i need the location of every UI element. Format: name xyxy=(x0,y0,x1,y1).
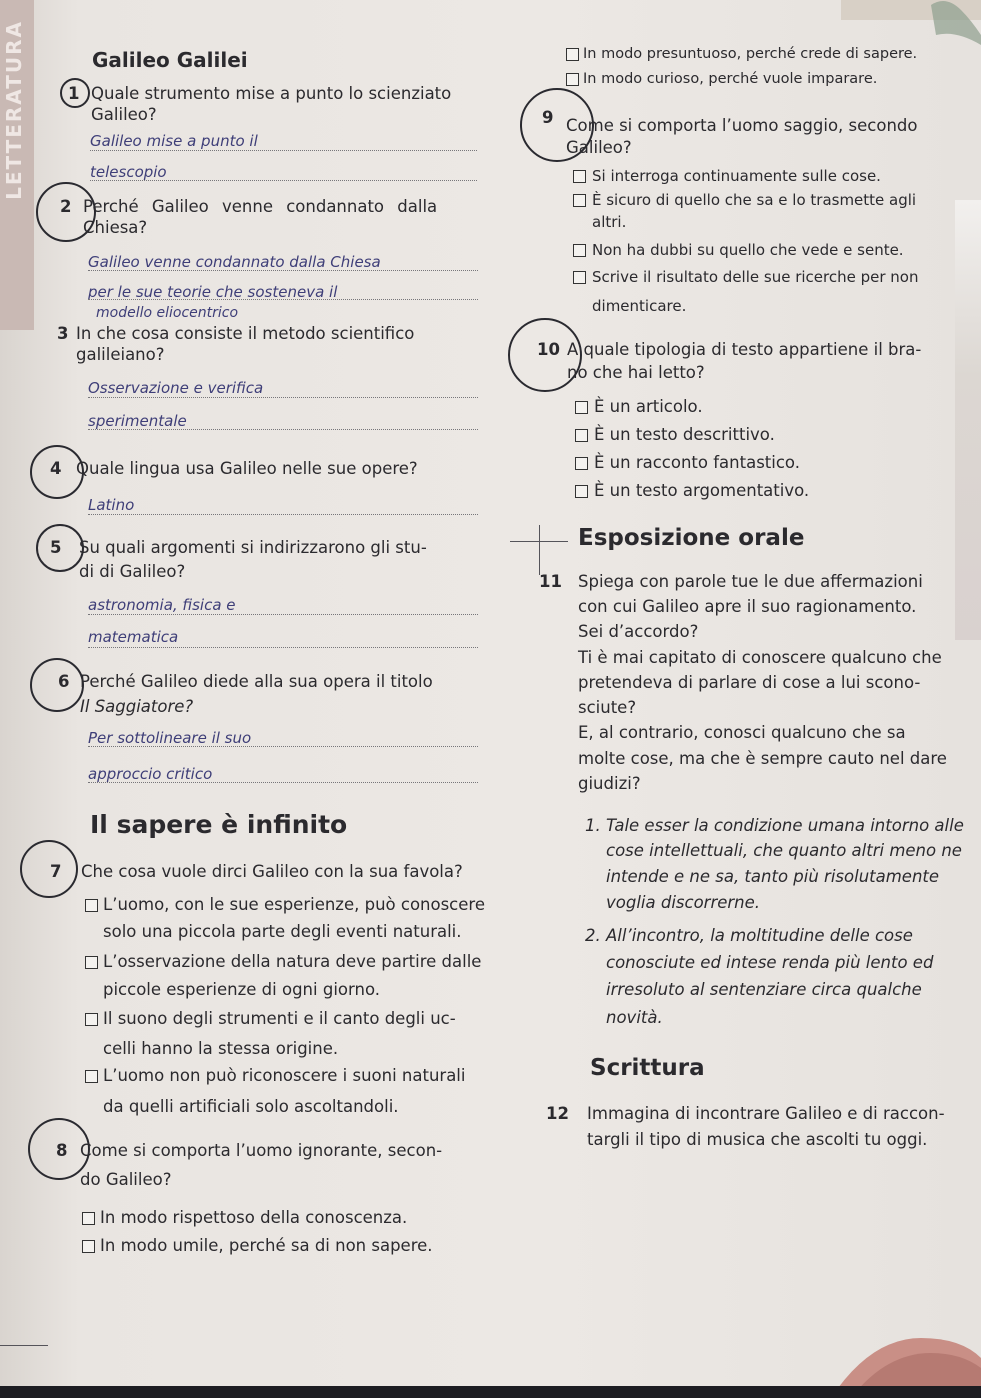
answer-line xyxy=(88,782,478,783)
quote1-line2: cose intellettuali, che quanto altri meno ne xyxy=(606,841,962,860)
question-circle xyxy=(20,840,78,898)
q9-option2-line2: altri. xyxy=(592,213,627,231)
q1-answer-line2[interactable]: telescopio xyxy=(90,163,167,181)
q7-option3-line2: celli hanno la stessa origine. xyxy=(103,1039,339,1058)
spine-label: LETTERATURA xyxy=(2,20,26,200)
quote2-line4: novità. xyxy=(606,1008,663,1027)
q2-answer-line2[interactable]: per le sue teorie che sosteneva il xyxy=(88,283,338,301)
q3-text-line1: In che cosa consiste il metodo scientifico xyxy=(76,324,415,343)
answer-line xyxy=(88,746,478,747)
q11-line1: Spiega con parole tue le due affermazioni xyxy=(578,572,923,591)
q8-number: 8 xyxy=(56,1141,68,1160)
q6-number: 6 xyxy=(58,672,70,691)
q11-line9: giudizi? xyxy=(578,774,641,793)
q11-line4: Ti è mai capitato di conoscere qualcuno che xyxy=(578,648,942,667)
answer-line xyxy=(88,397,478,398)
q2-number: 2 xyxy=(60,197,72,216)
q11-line2: con cui Galileo apre il suo ragionamento. xyxy=(578,597,917,616)
q10-option2-checkbox[interactable] xyxy=(575,429,588,442)
answer-line xyxy=(88,514,478,515)
q4-text: Quale lingua usa Galileo nelle sue opere? xyxy=(76,459,418,478)
q2-text-line2: Chiesa? xyxy=(83,218,148,237)
q7-option4-line1: L’uomo non può riconoscere i suoni naturali xyxy=(103,1066,466,1085)
quote1-line1: 1. Tale esser la condizione umana intorno alle xyxy=(585,816,964,835)
q10-option4-checkbox[interactable] xyxy=(575,485,588,498)
answer-line xyxy=(90,150,477,151)
question-circle xyxy=(30,658,84,712)
q8-text-line2: do Galileo? xyxy=(80,1170,172,1189)
q6-answer-line2[interactable]: approccio critico xyxy=(88,765,213,783)
answer-line xyxy=(88,647,478,648)
quote2-line2: conosciute ed intese renda più lento ed xyxy=(606,953,934,972)
q2-answer-line1[interactable]: Galileo venne condannato dalla Chiesa xyxy=(88,253,381,271)
q7-option4-line2: da quelli artificiali solo ascoltandoli. xyxy=(103,1097,399,1116)
q10-option4: È un testo argomentativo. xyxy=(594,481,810,500)
q9-option3: Non ha dubbi su quello che vede e sente. xyxy=(592,241,904,259)
q9-option4-checkbox[interactable] xyxy=(573,271,586,284)
q4-answer[interactable]: Latino xyxy=(88,496,135,514)
q8-option1-checkbox[interactable] xyxy=(82,1212,95,1225)
q7-option1-line2: solo una piccola parte degli eventi naturali. xyxy=(103,922,462,941)
q11-line7: E, al contrario, conosci qualcuno che sa xyxy=(578,723,906,742)
q3-number: 3 xyxy=(57,324,69,343)
q3-answer-line2[interactable]: sperimentale xyxy=(88,412,187,430)
answer-line xyxy=(88,429,478,430)
q2-text-line1: Perché Galileo venne condannato dalla xyxy=(83,197,438,216)
divider-vertical xyxy=(539,525,540,575)
q10-number: 10 xyxy=(537,340,560,359)
section-title-scrittura: Scrittura xyxy=(590,1055,705,1081)
q12-line2: targli il tipo di musica che ascolti tu oggi. xyxy=(587,1130,928,1149)
q8-option4: In modo curioso, perché vuole imparare. xyxy=(583,71,878,87)
q7-text: Che cosa vuole dirci Galileo con la sua favola? xyxy=(81,862,463,881)
q8-option2: In modo umile, perché sa di non sapere. xyxy=(100,1236,433,1255)
q8-option1: In modo rispettoso della conoscenza. xyxy=(100,1208,408,1227)
answer-line xyxy=(88,614,478,615)
q9-option2-checkbox[interactable] xyxy=(573,194,586,207)
q9-option4-line1: Scrive il risultato delle sue ricerche per non xyxy=(592,268,919,286)
margin-mark xyxy=(0,1345,48,1346)
page-edge xyxy=(955,200,981,640)
quote2-line3: irresoluto al sentenziare circa qualche xyxy=(606,980,922,999)
q7-option4-checkbox[interactable] xyxy=(85,1070,98,1083)
q7-option1-checkbox[interactable] xyxy=(85,899,98,912)
q10-option3: È un racconto fantastico. xyxy=(594,453,800,472)
q1-text-line1: Quale strumento mise a punto lo scienziato xyxy=(91,84,452,103)
q3-text-line2: galileiano? xyxy=(76,345,165,364)
photo-bottom-edge xyxy=(0,1386,981,1398)
q8-option3-checkbox[interactable] xyxy=(566,48,579,61)
q9-option4-line2: dimenticare. xyxy=(592,297,687,315)
quote2-line1: 2. All’incontro, la moltitudine delle cose xyxy=(585,926,913,945)
q7-number: 7 xyxy=(50,862,62,881)
q8-option3: In modo presuntuoso, perché crede di sapere. xyxy=(583,46,918,62)
q10-option3-checkbox[interactable] xyxy=(575,457,588,470)
q9-number: 9 xyxy=(542,108,554,127)
q1-number: 1 xyxy=(68,84,80,103)
q7-option3-line1: Il suono degli strumenti e il canto degli uc- xyxy=(103,1009,456,1028)
q6-text-line2: Il Saggiatore? xyxy=(80,697,194,716)
q7-option3-checkbox[interactable] xyxy=(85,1013,98,1026)
q11-line8: molte cose, ma che è sempre cauto nel dare xyxy=(578,749,947,768)
q9-text-line2: Galileo? xyxy=(566,138,632,157)
q9-option2-line1: È sicuro di quello che sa e lo trasmette agli xyxy=(592,191,917,209)
q11-line3: Sei d’accordo? xyxy=(578,622,699,641)
q7-option2-checkbox[interactable] xyxy=(85,956,98,969)
q6-answer-line1[interactable]: Per sottolineare il suo xyxy=(88,729,252,747)
q10-option1-checkbox[interactable] xyxy=(575,401,588,414)
q7-option1-line1: L’uomo, con le sue esperienze, può conoscere xyxy=(103,895,485,914)
q9-option1: Si interroga continuamente sulle cose. xyxy=(592,167,881,185)
q6-text-line1: Perché Galileo diede alla sua opera il titolo xyxy=(80,672,433,691)
q10-option2: È un testo descrittivo. xyxy=(594,425,775,444)
q4-number: 4 xyxy=(50,459,62,478)
section-title-galileo: Galileo Galilei xyxy=(92,48,248,72)
q5-answer-line1[interactable]: astronomia, fisica e xyxy=(88,596,236,614)
q5-text-line1: Su quali argomenti si indirizzarono gli stu- xyxy=(79,538,427,557)
section-title-il-sapere: Il sapere è infinito xyxy=(90,810,348,839)
q10-option1: È un articolo. xyxy=(594,397,703,416)
q3-answer-line1[interactable]: Osservazione e verifica xyxy=(88,379,264,397)
q3-handwritten-note[interactable]: modello eliocentrico xyxy=(96,305,239,321)
q7-option2-line2: piccole esperienze di ogni giorno. xyxy=(103,980,380,999)
q8-text-line1: Come si comporta l’uomo ignorante, secon- xyxy=(80,1141,443,1160)
q9-option1-checkbox[interactable] xyxy=(573,170,586,183)
q5-number: 5 xyxy=(50,538,62,557)
q11-line6: sciute? xyxy=(578,698,637,717)
q12-number: 12 xyxy=(546,1104,569,1123)
q10-text-line1: A quale tipologia di testo appartiene il bra- xyxy=(567,340,922,359)
q1-text-line2: Galileo? xyxy=(91,105,157,124)
q5-text-line2: di di Galileo? xyxy=(79,562,186,581)
q11-line5: pretendeva di parlare di cose a lui scono- xyxy=(578,673,921,692)
q8-option2-checkbox[interactable] xyxy=(82,1240,95,1253)
q5-answer-line2[interactable]: matematica xyxy=(88,628,179,646)
q10-text-line2: no che hai letto? xyxy=(567,363,705,382)
section-title-esposizione: Esposizione orale xyxy=(578,525,805,551)
chapter-spine-tab xyxy=(0,0,34,330)
q7-option2-line1: L’osservazione della natura deve partire dalle xyxy=(103,952,482,971)
answer-line xyxy=(90,180,477,181)
answer-line xyxy=(88,270,478,271)
quote1-line4: voglia discorrerne. xyxy=(606,893,761,912)
quote1-line3: intende e ne sa, tanto più risolutamente xyxy=(606,867,940,886)
q1-answer-line1[interactable]: Galileo mise a punto il xyxy=(90,132,258,150)
q11-number: 11 xyxy=(539,572,562,591)
q9-option3-checkbox[interactable] xyxy=(573,244,586,257)
q12-line1: Immagina di incontrare Galileo e di raccon- xyxy=(587,1104,945,1123)
q9-text-line1: Come si comporta l’uomo saggio, secondo xyxy=(566,116,918,135)
answer-line xyxy=(88,299,478,300)
q8-option4-checkbox[interactable] xyxy=(566,73,579,86)
